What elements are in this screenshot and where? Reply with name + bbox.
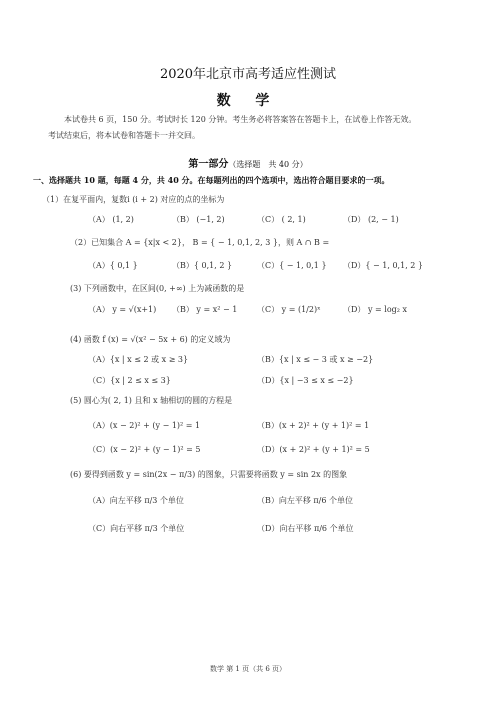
question-6-option-d: （D）向右平移 π/6 个单位 (257, 524, 354, 533)
question-6-option-a: （A）向左平移 π/3 个单位 (88, 496, 184, 505)
question-2-option-a: （A）{ 0,1 } (88, 261, 138, 270)
question-3-option-a: （A） y = √(x+1) (88, 305, 157, 314)
question-2-option-b: （B）{ 0,1, 2 } (172, 261, 233, 270)
question-4-stem: (4) 函数 f (x) = √(x² − 5x + 6) 的定义域为 (70, 335, 231, 344)
exam-title: 2020年北京市高考适应性测试 (159, 67, 337, 82)
question-1-option-d: （D） (2, − 1) (343, 215, 399, 224)
question-6-stem: (6) 要得到函数 y = sin(2x − π/3) 的图象，只需要将函数 y = sin 2x 的图象 (70, 470, 348, 479)
question-4-option-a: （A）{x | x ≤ 2 或 x ≥ 3} (88, 355, 189, 364)
question-4-option-c: （C）{x | 2 ≤ x ≤ 3} (88, 376, 171, 385)
question-1-stem: （1）在复平面内，复数i (i + 2) 对应的点的坐标为 (42, 195, 225, 204)
question-2-stem: （2）已知集合 A = {x|x < 2}， B = { − 1, 0,1, 2, 3 }，则 A ∩ B = (70, 238, 330, 247)
question-3-option-c: （C） y = (1/2)ˣ (257, 305, 321, 314)
question-4-option-b: （B）{x | x ≤ − 3 或 x ≥ −2} (257, 355, 374, 364)
question-3-stem: (3) 下列函数中，在区间(0, +∞) 上为减函数的是 (70, 284, 245, 293)
intro-line-2: 考试结束后，将本试卷和答题卡一并交回。 (48, 131, 200, 140)
question-5-option-c: （C）(x − 2)² + (y − 1)² = 5 (88, 445, 201, 454)
section-1-heading: 一、选择题共 10 题，每题 4 分，共 40 分。在每题列出的四个选项中，选出符合题目要求的一项。 (33, 175, 390, 185)
question-1-option-a: （A） (1, 2) (88, 215, 134, 224)
question-1-option-b: （B） (−1, 2) (172, 215, 225, 224)
part-1-note: （选择题 共 40 分） (228, 160, 308, 169)
part-1-label: 第一部分 (188, 159, 229, 170)
question-3-option-d: （D） y = log₂ x (343, 305, 408, 314)
question-5-option-b: （B）(x + 2)² + (y + 1)² = 1 (257, 421, 370, 430)
question-5-option-a: （A）(x − 2)² + (y − 1)² = 1 (88, 421, 201, 430)
intro-line-1: 本试卷共 6 页，150 分。考试时长 120 分钟。考生务必将答案答在答题卡上，在试卷上作答无效。 (64, 115, 417, 124)
question-5-option-d: （D）(x + 2)² + (y + 1)² = 5 (257, 445, 370, 454)
question-4-option-d: （D）{x | −3 ≤ x ≤ −2} (257, 376, 354, 385)
question-6-option-b: （B）向左平移 π/6 个单位 (257, 496, 354, 505)
question-2-option-c: （C）{ − 1, 0,1 } (257, 261, 327, 270)
part-1-title (0, 155, 496, 170)
question-6-option-c: （C）向右平移 π/3 个单位 (88, 524, 185, 533)
question-5-stem: (5) 圆心为( 2, 1) 且和 x 轴相切的圆的方程是 (70, 396, 233, 405)
subject-heading: 数 学 (216, 93, 280, 109)
page-footer: 数学 第 1 页（共 6 页） (209, 665, 287, 673)
question-1-option-c: （C） ( 2, 1) (257, 215, 306, 224)
question-2-option-d: （D）{ − 1, 0,1, 2 } (343, 261, 423, 270)
question-3-option-b: （B） y = x² − 1 (172, 305, 238, 314)
